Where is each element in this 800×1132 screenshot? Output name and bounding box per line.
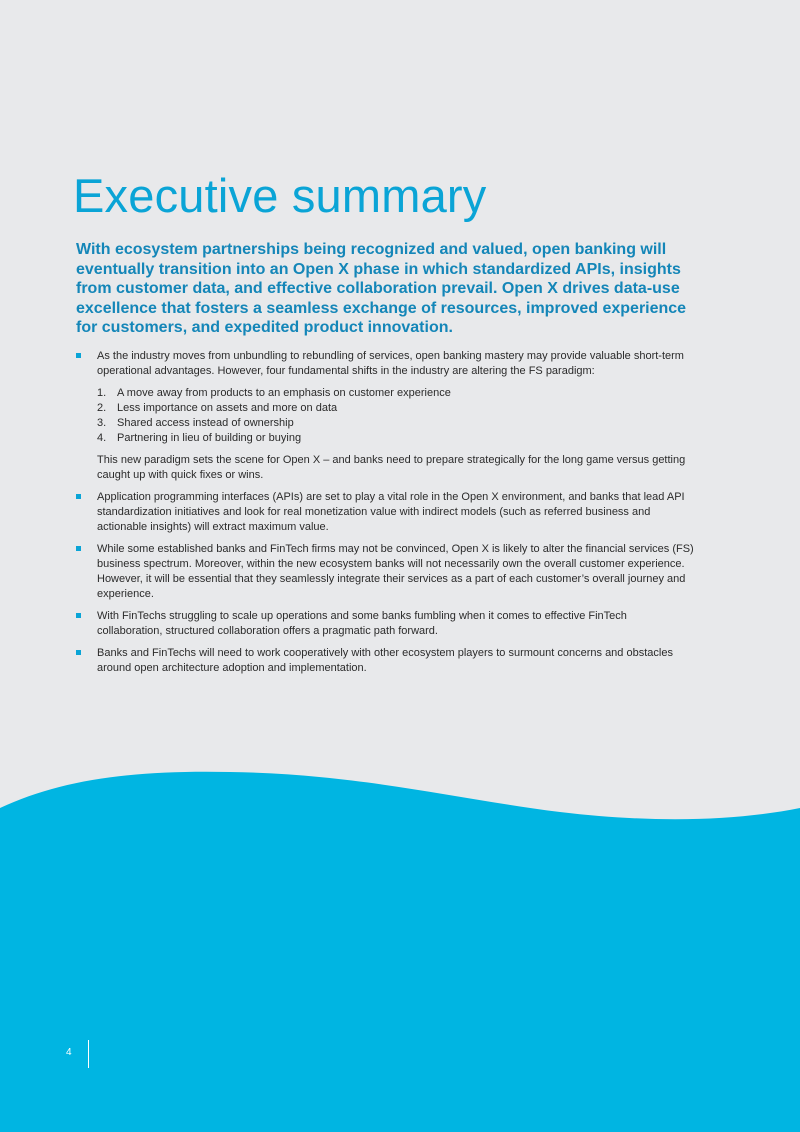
bullet-item	[76, 609, 694, 639]
bullet-item	[76, 349, 694, 483]
bullet-item	[76, 646, 694, 676]
bullet-square-icon	[76, 650, 81, 655]
bullet-item	[76, 542, 694, 602]
summary-bullet-list	[76, 349, 694, 683]
numbered-item: 2. Less importance on assets and more on data	[97, 402, 338, 414]
numbered-item: 1. A move away from products to an emphasis on customer experience	[97, 387, 451, 399]
bullet-square-icon	[76, 613, 81, 618]
bullet-square-icon	[76, 353, 81, 358]
bullet-text: With FinTechs struggling to scale up operations and some banks fumbling when it comes to effective FinTech collaboration, structured collaboration offers a pragmatic path forward.	[97, 610, 627, 637]
bullet-text: Banks and FinTechs will need to work cooperatively with other ecosystem players to surmount concerns and obstacles around open architecture adoption and implementation.	[97, 647, 673, 674]
lead-paragraph: With ecosystem partnerships being recognized and valued, open banking will eventually transition into an Open X phase in which standardized APIs, insights from customer data, and effective collaboration prevail. Open X drives data-use excellence that fosters a seamless exchange of resources, improved experience for customers, and expedited product innovation.	[76, 241, 687, 337]
page-title: Executive summary	[73, 169, 487, 222]
numbered-item: 4. Partnering in lieu of building or buying	[97, 432, 302, 444]
bullet-text: Application programming interfaces (APIs) are set to play a vital role in the Open X environment, and banks that lead API standardization initiatives and look for real monetization value with indirect models (such as referred business and actionable insights) will extract maximum value.	[97, 491, 685, 533]
paradigm-shift-list	[97, 386, 694, 446]
numbered-item: 3. Shared access instead of ownership	[97, 417, 294, 429]
footer-divider	[88, 1040, 89, 1068]
page-number: 4	[66, 1047, 72, 1058]
bullet-item	[76, 490, 694, 535]
bullet-text: This new paradigm sets the scene for Open X – and banks need to prepare strategically for the long game versus getting caught up with quick fixes or wins.	[97, 454, 686, 481]
bullet-square-icon	[76, 546, 81, 551]
bullet-text: As the industry moves from unbundling to rebundling of services, open banking mastery may provide valuable short-term operational advantages. However, four fundamental shifts in the industry are altering the FS paradigm:	[97, 350, 684, 377]
bullet-text: While some established banks and FinTech firms may not be convinced, Open X is likely to alter the financial services (FS) business spectrum. Moreover, within the new ecosystem banks will not necessarily own the overall customer experience. However, it will be essential that they seamlessly integrate their services as a part of each customer’s overall journey and experience.	[97, 543, 694, 600]
bullet-square-icon	[76, 494, 81, 499]
